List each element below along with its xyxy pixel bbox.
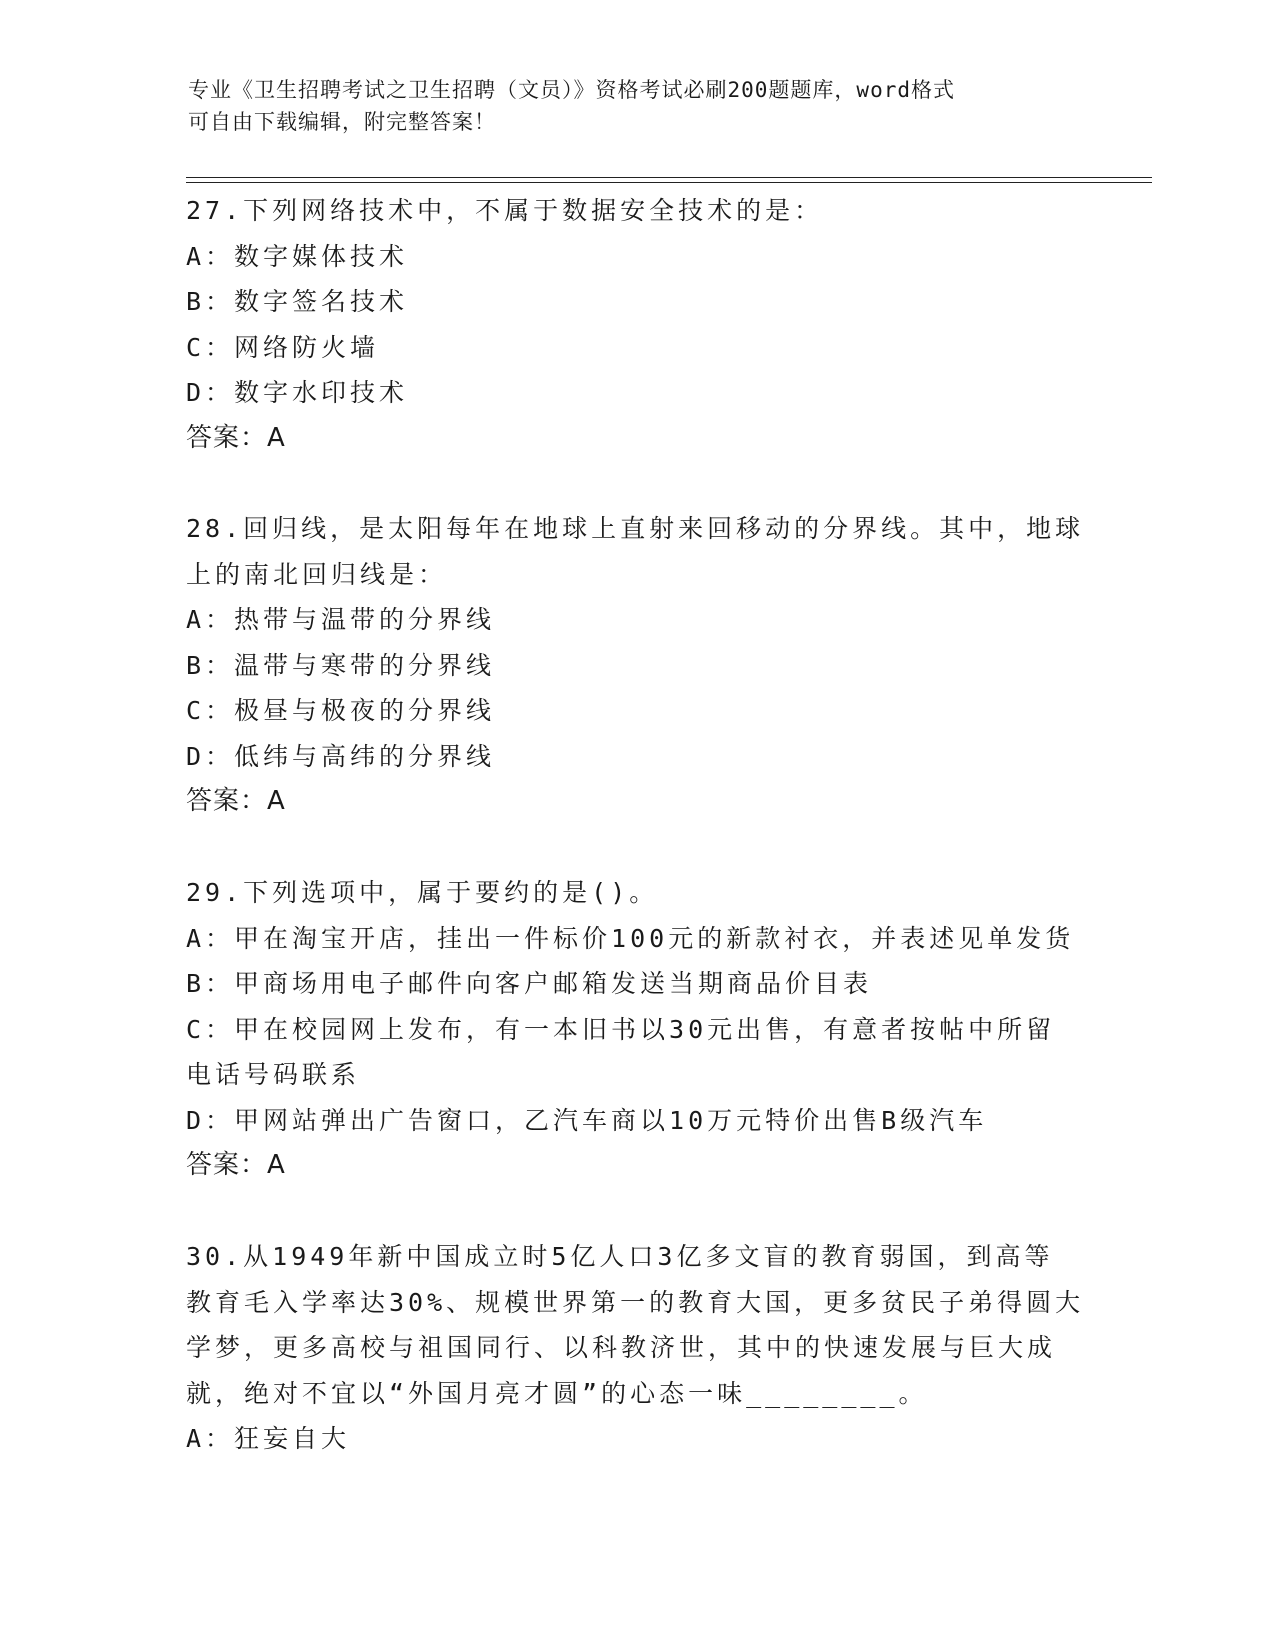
question-stem-continued: 上的南北回归线是： <box>186 559 448 589</box>
option-d: D：低纬与高纬的分界线 <box>186 741 496 771</box>
answer-line: 答案：A <box>186 1150 286 1180</box>
question-stem: 27.下列网络技术中，不属于数据安全技术的是： <box>186 196 824 225</box>
option-d: D：甲网站弹出广告窗口，乙汽车商以10万元特价出售B级汽车 <box>186 1105 988 1135</box>
header-divider-bottom <box>186 182 1152 183</box>
question-28 <box>186 506 1086 825</box>
header-line-1: 专业《卫生招聘考试之卫生招聘（文员）》资格考试必刷200题题库，word格式 <box>188 78 955 102</box>
question-stem: 30.从1949年新中国成立时5亿人口3亿多文盲的教育弱国，到高等 <box>186 1242 1054 1271</box>
question-29 <box>186 870 1086 1189</box>
option-c-continued: 电话号码联系 <box>186 1060 361 1089</box>
question-stem-continued: 教育毛入学率达30%、规模世界第一的教育大国，更多贫民子弟得圆大 <box>186 1287 1085 1317</box>
option-c: C：甲在校园网上发布，有一本旧书以30元出售，有意者按帖中所留 <box>186 1014 1056 1044</box>
answer-line: 答案：A <box>186 786 286 816</box>
header-line-2: 可自由下载编辑，附完整答案！ <box>188 110 496 134</box>
header-divider-top <box>186 177 1152 178</box>
option-a: A：数字媒体技术 <box>186 241 409 271</box>
document-header <box>188 74 1068 138</box>
question-30 <box>186 1234 1086 1462</box>
answer-line: 答案：A <box>186 422 286 453</box>
question-stem-continued: 学梦，更多高校与祖国同行、以科教济世，其中的快速发展与巨大成 <box>186 1333 1057 1362</box>
option-b: B：数字签名技术 <box>186 287 409 316</box>
option-a: A：热带与温带的分界线 <box>186 605 496 634</box>
option-a: A：狂妄自大 <box>186 1424 351 1453</box>
question-stem: 28.回归线，是太阳每年在地球上直射来回移动的分界线。其中，地球 <box>186 514 1085 543</box>
question-stem-continued: 就，绝对不宜以“外国月亮才圆”的心态一味________。 <box>186 1378 928 1408</box>
option-d: D：数字水印技术 <box>186 378 409 407</box>
question-27 <box>186 188 1086 461</box>
option-b: B：温带与寒带的分界线 <box>186 650 496 680</box>
question-stem: 29.下列选项中，属于要约的是()。 <box>186 878 659 907</box>
option-b: B：甲商场用电子邮件向客户邮箱发送当期商品价目表 <box>186 969 873 998</box>
option-a: A：甲在淘宝开店，挂出一件标价100元的新款衬衣，并表述见单发货 <box>186 923 1075 953</box>
option-c: C：极昼与极夜的分界线 <box>186 696 496 725</box>
option-c: C：网络防火墙 <box>186 332 380 362</box>
